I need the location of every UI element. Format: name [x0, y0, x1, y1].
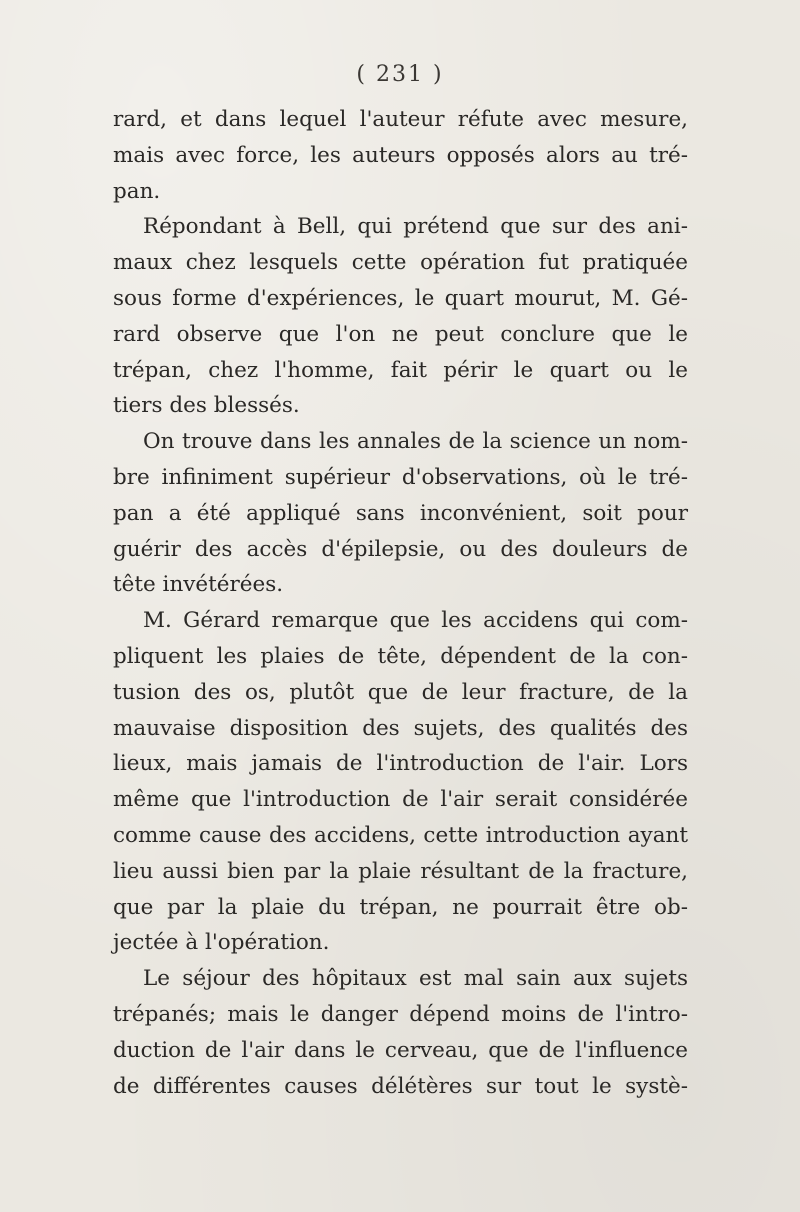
text-line: pliquent les plaies de tête, dépendent de la con-: [113, 643, 688, 669]
text-line: bre infiniment supérieur d'observations, où le tré-: [113, 464, 688, 490]
text-line: de différentes causes délétères sur tout le systè-: [113, 1073, 688, 1099]
text-line: maux chez lesquels cette opération fut pratiquée: [113, 250, 688, 276]
text-line: duction de l'air dans le cerveau, que de l'influence: [113, 1037, 688, 1063]
text-line: tiers des blessés.: [113, 393, 300, 419]
text-line: rard observe que l'on ne peut conclure que le: [113, 321, 688, 347]
text-line: tusion des os, plutôt que de leur fracture, de la: [113, 679, 688, 705]
text-line: lieu aussi bien par la plaie résultant de la fracture,: [113, 858, 688, 884]
text-line: sous forme d'expériences, le quart mourut, M. Gé-: [113, 285, 688, 311]
text-line: M. Gérard remarque que les accidens qui com-: [143, 608, 688, 634]
paragraph-1: [113, 102, 688, 209]
paragraph-5: [113, 961, 688, 1104]
page-number: ( 231 ): [356, 62, 444, 87]
text-line: guérir des accès d'épilepsie, ou des douleurs de: [113, 536, 688, 562]
text-line: tête invétérées.: [113, 572, 284, 598]
text-line: On trouve dans les annales de la science un nom-: [143, 429, 688, 455]
text-line: comme cause des accidens, cette introduction ayant: [113, 822, 688, 848]
text-line: mauvaise disposition des sujets, des qualités des: [113, 715, 688, 741]
text-line: rard, et dans lequel l'auteur réfute avec mesure,: [113, 107, 688, 132]
text-line: Répondant à Bell, qui prétend que sur des ani-: [143, 214, 688, 240]
text-line: que par la plaie du trépan, ne pourrait être ob-: [113, 894, 688, 920]
text-line: même que l'introduction de l'air serait considérée: [113, 787, 688, 813]
text-line: mais avec force, les auteurs opposés alors au tré-: [113, 142, 688, 168]
paragraph-4: [113, 603, 688, 961]
paragraph-2: [113, 209, 688, 424]
text-line: lieux, mais jamais de l'introduction de l'air. Lors: [113, 751, 688, 777]
text-line: trépan, chez l'homme, fait périr le quart ou le: [113, 357, 688, 383]
text-line: Le séjour des hôpitaux est mal sain aux sujets: [143, 966, 688, 992]
text-line: jectée à l'opération.: [113, 930, 330, 956]
text-line: pan.: [113, 178, 161, 204]
text-line: pan a été appliqué sans inconvénient, soit pour: [113, 500, 688, 526]
body-text: [113, 102, 688, 1104]
paragraph-3: [113, 424, 688, 603]
text-line: trépanés; mais le danger dépend moins de l'intro-: [113, 1001, 688, 1027]
